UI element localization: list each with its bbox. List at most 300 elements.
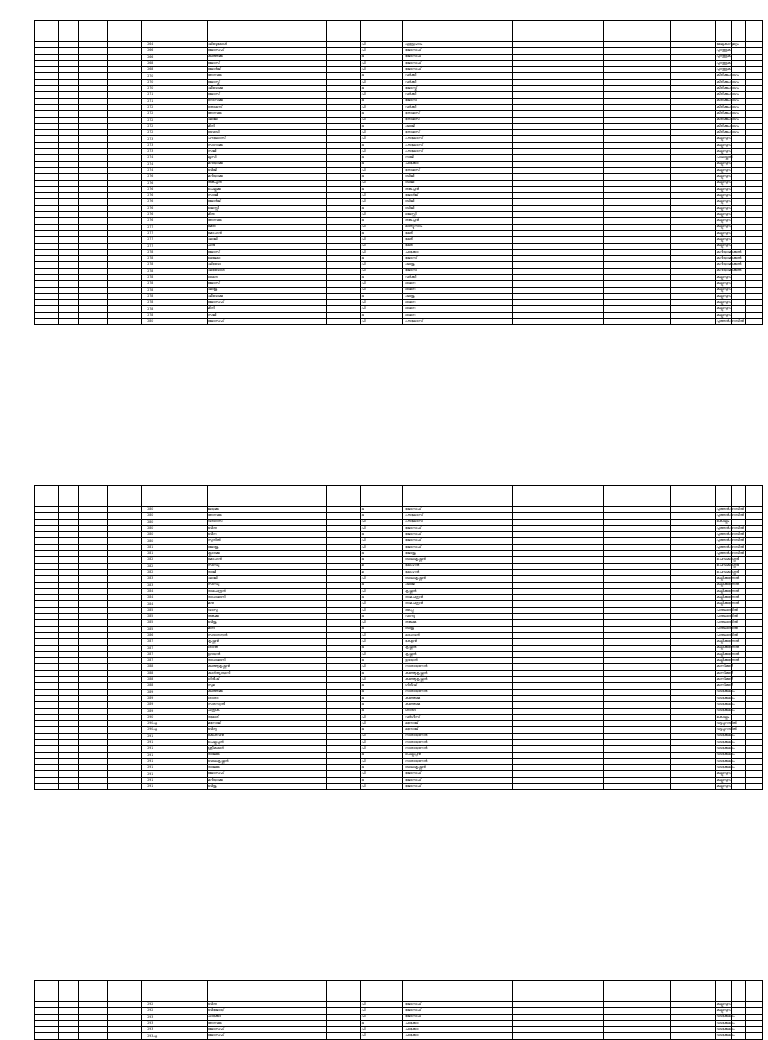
serial-number-cell: 291 xyxy=(142,784,208,790)
relative-name-cell: തോമസ് xyxy=(403,167,513,173)
relation-code-cell: ഭ xyxy=(361,98,403,104)
serial-number-cell: 291 xyxy=(142,765,208,771)
serial-number-cell: 272 xyxy=(142,130,208,136)
relation-code-cell: പി xyxy=(361,287,403,293)
place-cell: കിഴിക്കുംഭാഗം xyxy=(716,79,739,84)
serial-number-cell: 280 xyxy=(142,507,208,513)
name-cell: ബിനു xyxy=(207,1002,326,1008)
place-cell: പുറത്തുക xyxy=(716,66,731,71)
relative-name-cell: സജി xyxy=(403,155,513,161)
relation-code-cell: ഭ xyxy=(361,1020,403,1026)
serial-number-cell: 264 xyxy=(142,42,208,48)
serial-number-cell: 272 xyxy=(142,111,208,117)
relative-name-cell: ബാലകൃഷ്ണൻ xyxy=(403,576,513,582)
relative-name-cell: മോഹൻ xyxy=(403,563,513,569)
empty-cell xyxy=(79,1033,108,1039)
table-row xyxy=(35,784,763,790)
header-cell xyxy=(361,981,403,1002)
relative-name-cell: ഓമന xyxy=(403,312,513,318)
relation-code-cell: പി xyxy=(361,758,403,764)
header-cell xyxy=(403,486,513,507)
serial-number-cell: 285 xyxy=(142,626,208,632)
serial-number-cell: 283 xyxy=(142,576,208,582)
serial-number-cell: 272 xyxy=(142,123,208,129)
relative-name-cell: കുഞ്ഞമ്മ xyxy=(403,702,513,708)
header-cell xyxy=(731,486,745,507)
relation-code-cell: പി xyxy=(361,784,403,790)
name-cell: ജോസ് xyxy=(207,92,326,98)
place-cell: കല്ലിക്കുന്നേൽ xyxy=(716,657,740,662)
relation-code-cell: പി xyxy=(361,538,403,544)
relative-name-cell: ജോസ് xyxy=(403,98,513,104)
place-cell: കറിയാമാക്കൽ xyxy=(716,249,742,254)
header-cell xyxy=(716,21,731,42)
empty-cell xyxy=(35,1033,59,1039)
name-cell: ഉദയൻ xyxy=(207,651,326,657)
relative-name-cell: പൗലോസ് xyxy=(403,519,513,525)
relation-code-cell: പി xyxy=(361,651,403,657)
place-cell: കൊല്ലം xyxy=(716,714,731,720)
place-cell: കല്ലിക്കുന്നേൽ xyxy=(716,576,740,581)
relative-name-cell: നാരായണൻ xyxy=(403,664,513,670)
empty-cell xyxy=(731,784,745,790)
name-cell: രാജമ്മ xyxy=(207,752,326,758)
place-cell: കല്ലുമ്പുറം xyxy=(716,199,732,204)
place-cell: വടക്കേമഠം xyxy=(716,733,735,738)
relation-code-cell: പി xyxy=(361,601,403,607)
place-cell: കല്ലുമ്പുറം xyxy=(716,230,732,235)
relative-name-cell: കൃഷ്ണൻ xyxy=(403,645,513,651)
relative-name-cell: ജോസഫ് xyxy=(403,507,513,513)
relation-code-cell: പി xyxy=(361,620,403,626)
serial-number-cell: 276 xyxy=(142,180,208,186)
place-cell: പുത്തൻപറമ്പിൽ xyxy=(716,544,744,549)
relation-code-cell: പി xyxy=(361,130,403,136)
serial-number-cell: 289 xyxy=(142,689,208,695)
place-cell: കല്ലുമ്പുറം xyxy=(716,783,732,788)
place-cell: വട്ടപ്പറമ്പിൽ xyxy=(716,720,737,725)
place-cell: കല്ലിക്കുന്നേൽ xyxy=(716,645,740,650)
relation-code-cell: പി xyxy=(361,319,403,325)
place-cell: പുറത്തുക xyxy=(716,60,731,65)
header-cell xyxy=(716,981,731,1002)
serial-number-cell: 286 xyxy=(142,632,208,638)
name-cell: ജോസഫ് xyxy=(207,300,326,306)
serial-number-cell: 266 xyxy=(142,54,208,60)
header-cell xyxy=(35,486,59,507)
relative-name-cell: ഷാജി xyxy=(403,582,513,588)
relative-name-cell: ചെല്ലപ്പൻ xyxy=(403,752,513,758)
serial-number-cell: 278 xyxy=(142,274,208,280)
place-cell: പാലയ്ക്കൽ xyxy=(716,155,733,160)
place-cell: വടക്കേമഠം xyxy=(716,746,735,751)
place-cell: കല്ലുമ്പുറം xyxy=(716,237,732,241)
name-cell: മനു xyxy=(207,601,326,607)
relative-name-cell: ബിജി xyxy=(403,180,513,186)
serial-number-cell: 276 xyxy=(142,193,208,199)
relative-name-cell: മേരി xyxy=(403,230,513,236)
name-cell: ലൂസി xyxy=(207,155,326,161)
relative-name-cell: ജോസഫ് xyxy=(403,532,513,538)
relation-code-cell: ഭ xyxy=(361,54,403,60)
place-cell: കല്ലുമ്പുറം xyxy=(716,161,732,166)
empty-cell xyxy=(512,319,604,325)
serial-number-cell: 291 xyxy=(142,777,208,783)
place-cell: കല്ലുമ്പുറം xyxy=(716,218,732,223)
relative-name-cell: പൗലോസ് xyxy=(403,319,513,325)
name-cell: അന്നമ്മ xyxy=(207,218,326,224)
header-cell xyxy=(746,486,763,507)
name-cell: സിന്ധു xyxy=(207,563,326,569)
relation-code-cell: ഭ xyxy=(361,645,403,651)
empty-cell xyxy=(326,319,361,325)
place-cell: പുത്തൻപറമ്പിൽ xyxy=(716,525,744,530)
relation-code-cell: പി xyxy=(361,746,403,752)
serial-number-cell: 291 xyxy=(142,733,208,739)
place-cell: കല്ലുമ്പുറം xyxy=(716,167,732,172)
name-cell: തങ്കച്ചൻ xyxy=(207,180,326,186)
place-cell: കിഴിക്കുംഭാഗം xyxy=(716,104,739,109)
relation-code-cell: പി xyxy=(361,149,403,155)
place-cell: വടക്കേമഠം xyxy=(716,764,735,769)
header-cell xyxy=(107,981,142,1002)
relative-name-cell: തോമസ് xyxy=(403,130,513,136)
name-cell: ബിജി xyxy=(207,167,326,173)
place-cell: വടക്കേമഠം xyxy=(716,695,735,700)
relation-code-cell: ഭ xyxy=(361,695,403,701)
header-cell xyxy=(142,981,208,1002)
relative-name-cell: ഷാജു xyxy=(403,262,513,268)
place-cell: കല്ലുമ്പുറം xyxy=(716,1008,732,1013)
name-cell: ശാന്ത xyxy=(207,645,326,651)
serial-number-cell: 278 xyxy=(142,293,208,299)
relation-code-cell: ഭ xyxy=(361,174,403,180)
header-cell xyxy=(58,486,78,507)
place-cell: കുന്നിക്കുഴി xyxy=(716,670,734,675)
relative-name-cell: ജോസഫ് xyxy=(403,538,513,544)
empty-cell xyxy=(107,784,142,790)
serial-number-cell: 285 xyxy=(142,607,208,613)
place-cell: കല്ലുമ്പുറം xyxy=(716,281,732,286)
name-cell: കുഞ്ഞുകൃഷ്ണൻ xyxy=(207,664,326,670)
relative-name-cell: ജോസഫ് xyxy=(403,784,513,790)
serial-number-cell: 285 xyxy=(142,620,208,626)
name-cell: ചാക്കോ xyxy=(207,1014,326,1020)
name-cell: ഷാജി xyxy=(207,237,326,243)
relation-code-cell: ഭ xyxy=(361,218,403,224)
header-cell xyxy=(79,981,108,1002)
header-cell xyxy=(361,486,403,507)
serial-number-cell: 274 xyxy=(142,167,208,173)
serial-number-cell: 271 xyxy=(142,98,208,104)
serial-number-cell: 277 xyxy=(142,224,208,230)
header-cell xyxy=(731,981,745,1002)
name-cell: കുഞ്ഞമ്മ xyxy=(207,54,326,60)
place-cell: പന്തലായിൽ xyxy=(716,620,738,625)
relative-name-cell: പൗലോസ് xyxy=(403,513,513,519)
name-cell: സുമ xyxy=(207,683,326,689)
relation-code-cell: ഭ xyxy=(361,111,403,117)
relation-code-cell: ഭ xyxy=(361,230,403,236)
relative-name-cell: മേരി xyxy=(403,237,513,243)
serial-number-cell: 290എ xyxy=(142,727,208,733)
place-cell: കല്ലുമ്പുറം xyxy=(716,224,732,229)
serial-number-cell: 276 xyxy=(142,186,208,192)
serial-number-cell: 273 xyxy=(142,142,208,148)
place-cell: കറിയാമാക്കൽ xyxy=(716,255,742,260)
relation-code-cell: ഭ xyxy=(361,702,403,708)
relative-name-cell: ഷാജു xyxy=(403,293,513,299)
relative-name-cell: ജോസഫ് xyxy=(403,777,513,783)
serial-number-cell: 280 xyxy=(142,513,208,519)
relation-code-cell: ഭ xyxy=(361,670,403,676)
relative-name-cell: വർക്കി xyxy=(403,274,513,280)
name-cell: അന്നമ്മ xyxy=(207,111,326,117)
serial-number-cell: 276 xyxy=(142,218,208,224)
name-cell: മിനി xyxy=(207,123,326,129)
serial-number-cell: 278 xyxy=(142,249,208,255)
relation-code-cell: ഭ xyxy=(361,765,403,771)
name-cell: ശാരദ xyxy=(207,695,326,701)
relative-name-cell: ഓമന xyxy=(403,281,513,287)
place-cell: മേലുകാവുമറ്റം xyxy=(716,41,739,46)
empty-cell xyxy=(746,784,763,790)
relation-code-cell: പി xyxy=(361,664,403,670)
serial-number-cell: 288 xyxy=(142,664,208,670)
relation-code-cell: ഭ xyxy=(361,626,403,632)
place-cell: പുത്തൻപറമ്പിൽ xyxy=(716,531,744,536)
serial-number-cell: 271 xyxy=(142,92,208,98)
name-cell: മിനു xyxy=(207,212,326,218)
header-cell xyxy=(746,21,763,42)
name-cell: സാറാമ്മ xyxy=(207,142,326,148)
name-cell: ജോർജ് xyxy=(207,199,326,205)
header-cell xyxy=(142,21,208,42)
relative-name-cell: പൗലോസ് xyxy=(403,136,513,142)
name-cell: ചെല്ലപ്പൻ xyxy=(207,739,326,745)
relation-code-cell: പി xyxy=(361,306,403,312)
relation-code-cell: പി xyxy=(361,42,403,48)
relative-name-cell: ജോസഫ് xyxy=(403,544,513,550)
relative-name-cell: ബാലകൃഷ്ണൻ xyxy=(403,765,513,771)
serial-number-cell: 291 xyxy=(142,771,208,777)
place-cell: വടക്കേമഠം xyxy=(716,1014,735,1019)
place-cell: കിഴിക്കുംഭാഗം xyxy=(716,98,739,103)
place-cell: കല്ലുമ്പുറം xyxy=(716,136,732,141)
place-cell: കല്ലുമ്പുറം xyxy=(716,174,732,179)
relation-code-cell: ഭ xyxy=(361,658,403,664)
serial-number-cell: 277 xyxy=(142,243,208,249)
relation-code-cell: ഭ xyxy=(361,86,403,92)
empty-cell xyxy=(58,784,78,790)
place-cell: വടക്കേമഠം xyxy=(716,1033,735,1038)
name-cell: ജോസ് xyxy=(207,281,326,287)
empty-cell xyxy=(671,784,716,790)
empty-cell xyxy=(107,319,142,325)
place-cell: വടക്കേമഠം xyxy=(716,739,735,744)
relative-name-cell: തങ്കച്ചൻ xyxy=(403,218,513,224)
relation-code-cell: പി xyxy=(361,607,403,613)
serial-number-cell: 272 xyxy=(142,117,208,123)
serial-number-cell: 280 xyxy=(142,538,208,544)
relation-code-cell: പി xyxy=(361,79,403,85)
place-cell: വടക്കേമഠം xyxy=(716,708,735,713)
relative-name-cell: വർഗീസ് xyxy=(403,714,513,720)
empty-cell xyxy=(512,784,604,790)
empty-cell xyxy=(671,319,716,325)
name-cell: ജോസഫ് xyxy=(207,771,326,777)
empty-cell xyxy=(58,319,78,325)
serial-number-cell: 278 xyxy=(142,300,208,306)
serial-number-cell: 287 xyxy=(142,645,208,651)
serial-number-cell: 277 xyxy=(142,237,208,243)
place-cell: കിഴിക്കുംഭാഗം xyxy=(716,123,739,128)
name-cell: രാധാമണി xyxy=(207,595,326,601)
empty-cell xyxy=(79,319,108,325)
name-cell: ബിന്ദു xyxy=(207,727,326,733)
serial-number-cell: 278 xyxy=(142,256,208,262)
place-cell: കിഴിക്കുംഭാഗം xyxy=(716,117,739,122)
relation-code-cell: ഭ xyxy=(361,532,403,538)
serial-number-cell: 291 xyxy=(142,746,208,752)
name-cell: ചെല്ലമ്മ xyxy=(207,186,326,192)
header-cell xyxy=(671,486,716,507)
relative-name-cell: കേളൻ xyxy=(403,639,513,645)
place-cell: ചെമ്പകശ്ശേരി xyxy=(716,563,740,568)
header-cell xyxy=(207,21,326,42)
relative-name-cell: തങ്കമ്മ xyxy=(403,620,513,626)
relative-name-cell: രാമചന്ദ്രൻ xyxy=(403,595,513,601)
relation-code-cell: പി xyxy=(361,136,403,142)
serial-number-cell: 288 xyxy=(142,670,208,676)
relation-code-cell: ഭ xyxy=(361,186,403,192)
relation-code-cell: ഭ xyxy=(361,274,403,280)
name-cell: ഷീബാമ്മ xyxy=(207,86,326,92)
serial-number-cell: 287 xyxy=(142,651,208,657)
relative-name-cell: മാധവൻ xyxy=(403,632,513,638)
serial-number-cell: 284 xyxy=(142,588,208,594)
serial-number-cell: 282 xyxy=(142,557,208,563)
name-cell: കാർത്യായനി xyxy=(207,670,326,676)
serial-number-cell: 273 xyxy=(142,149,208,155)
relation-code-cell: പി xyxy=(361,67,403,73)
name-cell: രാധാമണി xyxy=(207,658,326,664)
header-cell xyxy=(361,21,403,42)
serial-number-cell: 280 xyxy=(142,319,208,325)
relative-name-cell: കൃഷ്ണൻ xyxy=(403,588,513,594)
name-cell: കുഞ്ഞമ്മ xyxy=(207,689,326,695)
serial-number-cell: 274 xyxy=(142,161,208,167)
serial-number-cell: 266 xyxy=(142,48,208,54)
relative-name-cell: ജോസഫ് xyxy=(403,48,513,54)
name-cell: ഷിബോൾ xyxy=(207,268,326,274)
relation-code-cell: പി xyxy=(361,714,403,720)
header-cell xyxy=(35,21,59,42)
serial-number-cell: 293 xyxy=(142,1020,208,1026)
relative-name-cell: രാമചന്ദ്രൻ xyxy=(403,601,513,607)
name-cell: മറിയാമ്മ xyxy=(207,777,326,783)
relation-code-cell: ഭ xyxy=(361,708,403,714)
relation-code-cell: ഭ xyxy=(361,507,403,513)
place-cell: പന്തലായിൽ xyxy=(716,626,738,631)
header-cell xyxy=(512,21,604,42)
place-cell: കുന്നിക്കുഴി xyxy=(716,676,734,681)
relation-code-cell: പി xyxy=(361,104,403,110)
name-cell: ബിജു xyxy=(207,784,326,790)
relation-code-cell: പി xyxy=(361,1014,403,1020)
place-cell: കല്ലുമ്പുറം xyxy=(716,205,732,210)
relative-name-cell: നാരായണൻ xyxy=(403,758,513,764)
name-cell: വർഗീസ് xyxy=(207,519,326,525)
relation-code-cell: പി xyxy=(361,60,403,66)
name-cell: സജി xyxy=(207,312,326,318)
name-cell: മോഹൻ xyxy=(207,557,326,563)
header-cell xyxy=(604,21,671,42)
relative-name-cell: കുഞ്ഞുകൃഷ്ണൻ xyxy=(403,670,513,676)
relative-name-cell: ജോസഫ് xyxy=(403,67,513,73)
relative-name-cell: പൗലോസ് xyxy=(403,149,513,155)
name-cell: രാമചന്ദ്രൻ xyxy=(207,588,326,594)
name-cell: രാജമ്മ xyxy=(207,765,326,771)
relative-name-cell: ജെസ്സി xyxy=(403,212,513,218)
relation-code-cell: ഭ xyxy=(361,683,403,689)
name-cell: ചിരി xyxy=(207,243,326,249)
serial-number-cell: 293 xyxy=(142,1014,208,1020)
serial-number-cell: 276 xyxy=(142,212,208,218)
relation-code-cell: പി xyxy=(361,117,403,123)
relative-name-cell: പൗലോസ് xyxy=(403,142,513,148)
place-cell: കുന്നിക്കുഴി xyxy=(716,683,734,688)
place-cell: പുറത്തുക xyxy=(716,48,731,53)
place-cell: കല്ലുമ്പുറം xyxy=(716,293,732,298)
serial-number-cell: 278 xyxy=(142,306,208,312)
relation-code-cell: പി xyxy=(361,1008,403,1014)
relative-name-cell: മോഹൻ xyxy=(403,569,513,575)
place-cell: പുത്തൻപറമ്പിൽ xyxy=(716,506,744,511)
serial-number-cell: 281 xyxy=(142,551,208,557)
table-row xyxy=(35,1033,763,1039)
serial-number-cell: 273 xyxy=(142,136,208,142)
place-cell: കല്ലുമ്പുറം xyxy=(716,1001,732,1006)
relative-name-cell: ബിജി xyxy=(403,199,513,205)
relation-code-cell: ഭ xyxy=(361,551,403,557)
name-cell: മേരി xyxy=(207,224,326,230)
place-cell: കല്ലിക്കുന്നേൽ xyxy=(716,594,740,599)
register-table xyxy=(34,485,763,790)
place-cell: കല്ലുമ്പുറം xyxy=(716,274,732,279)
name-cell: ജോജു xyxy=(207,544,326,550)
relation-code-cell: പി xyxy=(361,739,403,745)
relation-code-cell: പി xyxy=(361,721,403,727)
relation-code-cell: പി xyxy=(361,733,403,739)
place-cell: വടക്കേമഠം xyxy=(716,752,735,757)
relation-code-cell: പി xyxy=(361,180,403,186)
empty-cell xyxy=(35,319,59,325)
relation-code-cell: ഭ xyxy=(361,161,403,167)
relation-code-cell: പി xyxy=(361,588,403,594)
empty-cell xyxy=(107,1033,142,1039)
serial-number-cell: 278 xyxy=(142,287,208,293)
name-cell: ബീന xyxy=(207,532,326,538)
name-cell: ചന്ദ്രിക xyxy=(207,708,326,714)
serial-number-cell: 276 xyxy=(142,174,208,180)
relative-name-cell: ഗിരീഷ് xyxy=(403,683,513,689)
name-cell: ഓമന xyxy=(207,274,326,280)
name-cell: സാജി xyxy=(207,193,326,199)
relative-name-cell: വർക്കി xyxy=(403,104,513,110)
relative-name-cell: ജോസഫ് xyxy=(403,525,513,531)
relative-name-cell: ഓമന xyxy=(403,300,513,306)
